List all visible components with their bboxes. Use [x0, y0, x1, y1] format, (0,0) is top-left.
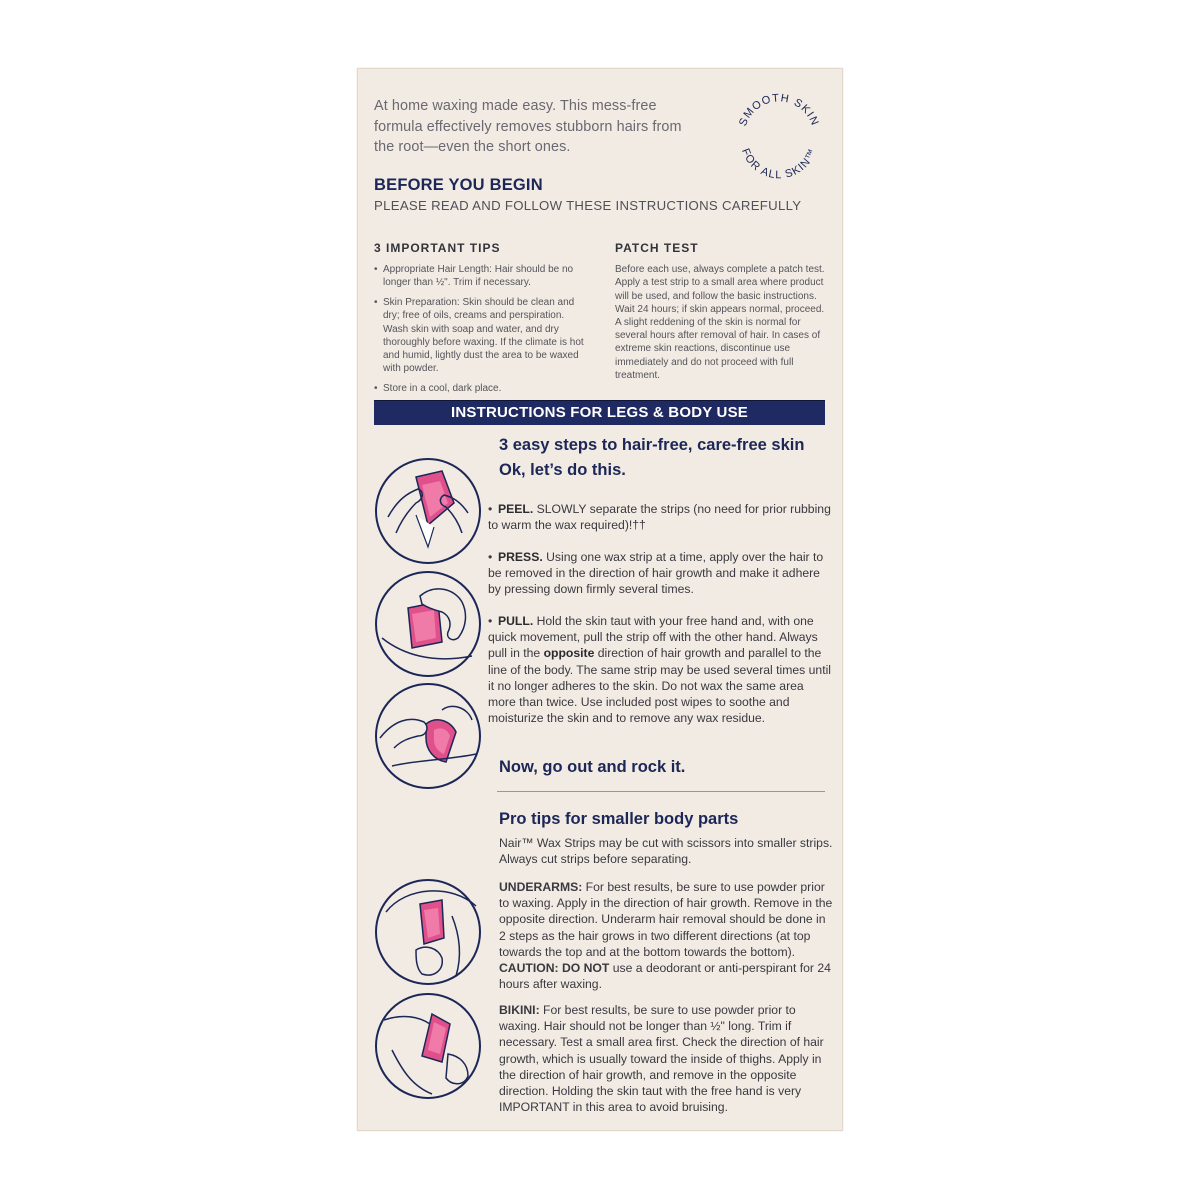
instructions-banner: INSTRUCTIONS FOR LEGS & BODY USE	[374, 400, 825, 425]
underarms-label: UNDERARMS:	[499, 880, 583, 894]
peel-text: SLOWLY separate the strips (no need for prior rubbing to warm the wax required)!††	[488, 502, 831, 533]
peel-label: PEEL.	[498, 502, 534, 516]
bikini-label: BIKINI:	[499, 1003, 540, 1017]
pull-illustration-icon	[372, 680, 484, 792]
underarms-text-continued: use a deodorant or anti-perspirant for 24 hours after waxing.	[499, 961, 831, 992]
before-you-begin-subtitle: PLEASE READ AND FOLLOW THESE INSTRUCTIONS CAREFULLY	[374, 198, 802, 213]
pull-label: PULL.	[498, 614, 534, 628]
closing-line: Now, go out and rock it.	[499, 758, 686, 776]
step-pull: • PULL. Hold the skin taut with your free hand and, with one quick movement, pull the strip off with the other hand. Always pull in the opposite direction of hair growth and parallel to the line of the body. The same strip may be used several times until it no longer adheres to the skin. Do not wax the same area more than twice. Use included post wipes to soothe and moisturize the skin and to remove any wax residue.	[488, 614, 831, 726]
tip-item: • Appropriate Hair Length: Hair should be no longer than ½". Trim if necessary.	[374, 263, 589, 289]
step-press: • PRESS. Using one wax strip at a time, apply over the hair to be removed in the direction of hair growth and make it adhere by pressing down firmly several times.	[488, 550, 824, 597]
steps-heading: 3 easy steps to hair-free, care-free skin	[499, 436, 805, 454]
before-you-begin-heading: BEFORE YOU BEGIN	[374, 176, 543, 194]
patch-test-heading: PATCH TEST	[615, 241, 699, 255]
badge-bottom-text: FOR ALL SKIN™	[738, 146, 820, 182]
important-tips-heading: 3 IMPORTANT TIPS	[374, 241, 501, 255]
tip-item: • Skin Preparation: Skin should be clean and dry; free of oils, creams and perspiration. Wash skin with soap and water, and dry thoroughly before waxing. If the climate is hot and humid, lightly dust the area to be waxed with powder.	[374, 296, 589, 375]
press-illustration-icon	[372, 568, 484, 680]
pull-text-continued: direction of hair growth and parallel to the line of the body. The same strip may be used several times until it no longer adheres to the skin. Do not wax the same area more than twice. Use included post wipes to soothe and moisturize the skin and to remove any wax residue.	[488, 646, 831, 726]
pull-text: Hold the skin taut with your free hand and, with one quick movement, pull the strip off with the other hand. Always pull in the	[488, 614, 818, 661]
svg-text:SMOOTH SKIN	[737, 92, 821, 128]
press-label: PRESS.	[498, 550, 543, 564]
patch-test-text: Before each use, always complete a patch test. Apply a test strip to a small area where product will be used, and follow the basic instructions. Wait 24 hours; if skin appears normal, proceed. A slight reddening of the skin is normal for several hours after removal of hair. In cases of extreme skin reactions, discontinue use immediately and do not proceed with full treatment.	[615, 264, 825, 381]
peel-illustration-icon	[372, 455, 484, 567]
underarms-caution: CAUTION: DO NOT	[499, 961, 610, 976]
steps-subheading: Ok, let’s do this.	[499, 461, 626, 479]
pro-tips-heading: Pro tips for smaller body parts	[499, 810, 739, 828]
bikini-tip	[499, 1002, 833, 1115]
product-box-panel	[357, 68, 843, 1131]
badge-top-text: SMOOTH SKIN	[737, 92, 821, 128]
important-tips-section	[374, 242, 589, 402]
intro-text: At home waxing made easy. This mess-free formula effectively removes stubborn hairs from the root—even the short ones.	[374, 98, 682, 155]
underarm-illustration-icon	[372, 876, 484, 988]
section-divider	[497, 791, 825, 792]
pro-tips-intro: Nair™ Wax Strips may be cut with scissors into smaller strips. Always cut strips before separating.	[499, 836, 833, 867]
svg-text:FOR ALL SKIN™	[739, 146, 819, 181]
underarms-tip	[499, 879, 833, 992]
smooth-skin-badge-icon	[731, 88, 827, 184]
underarms-text: For best results, be sure to use powder prior to waxing. Apply in the direction of hair growth. Remove in the opposite direction. Underarm hair removal should be done in 2 steps as the hair grows in two different directions (at top towards the top and at the bottom towards the bottom).	[499, 880, 833, 959]
bikini-text: For best results, be sure to use powder prior to waxing. Hair should not be longer than ½" long. Trim if necessary. Test a small area first. Check the direction of hair growth, which is usually toward the inside of thighs. Apply in the direction of hair growth, and remove in the opposite direction. Holding the skin taut with the free hand is very IMPORTANT in this area to avoid bruising.	[499, 1003, 824, 1115]
step-peel: • PEEL. SLOWLY separate the strips (no need for prior rubbing to warm the wax required)!††	[488, 502, 831, 533]
tip-item: • Store in a cool, dark place.	[374, 382, 589, 395]
pull-emphasis: opposite	[543, 646, 595, 661]
press-text: Using one wax strip at a time, apply over the hair to be removed in the direction of hair growth and make it adhere by pressing down firmly several times.	[488, 550, 824, 597]
patch-test-section	[615, 242, 830, 382]
bikini-illustration-icon	[372, 990, 484, 1102]
